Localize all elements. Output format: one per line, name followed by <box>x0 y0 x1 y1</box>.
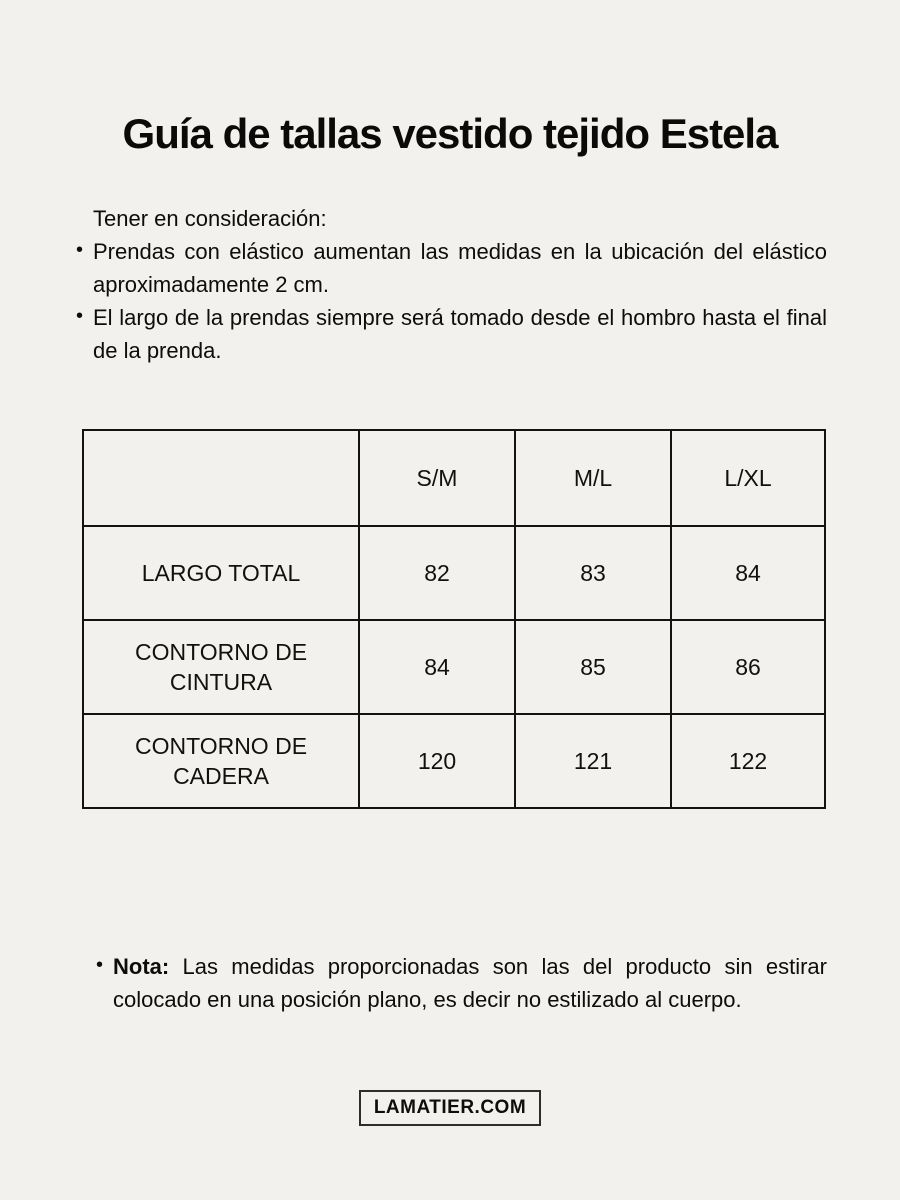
table-row <box>83 526 825 620</box>
measure-value-cell: 84 <box>359 620 515 714</box>
size-column-header: L/XL <box>671 430 825 526</box>
table-row <box>83 620 825 714</box>
measure-value-cell: 84 <box>671 526 825 620</box>
measure-value-cell: 82 <box>359 526 515 620</box>
table-row <box>83 714 825 808</box>
measure-value-cell: 122 <box>671 714 825 808</box>
size-table-corner-cell <box>83 430 359 526</box>
measure-row-label <box>83 714 359 808</box>
size-table-header-row <box>83 430 825 526</box>
size-column-header: M/L <box>515 430 671 526</box>
list-item <box>76 301 827 367</box>
measure-value-cell: 83 <box>515 526 671 620</box>
measure-value-cell: 86 <box>671 620 825 714</box>
measure-row-label-text: LARGO TOTAL <box>141 560 301 586</box>
bullet-icon: • <box>96 954 104 976</box>
considerations-heading: Tener en consideración: <box>93 206 327 231</box>
page-title: Guía de tallas vestido tejido Estela <box>122 110 778 157</box>
note-text <box>113 950 827 1016</box>
consideration-text: El largo de la prendas siempre será tomado desde el hombro hasta el final de la prenda. <box>93 305 827 363</box>
footer <box>0 1090 900 1126</box>
measure-row-label <box>83 526 359 620</box>
size-column-header: S/M <box>359 430 515 526</box>
list-item <box>76 235 827 301</box>
bullet-icon: • <box>76 239 84 261</box>
note-label: Nota: <box>113 954 170 979</box>
note-section <box>96 950 827 1016</box>
measure-value-cell: 120 <box>359 714 515 808</box>
measure-row-label-text: CONTORNO DE CINTURA <box>134 639 308 695</box>
measure-value-cell: 121 <box>515 714 671 808</box>
consideration-text: Prendas con elástico aumentan las medidas en la ubicación del elástico aproximadamente 2 cm. <box>93 239 827 297</box>
measure-value-cell: 85 <box>515 620 671 714</box>
bullet-icon: • <box>76 305 84 327</box>
brand-box: LAMATIER.COM <box>359 1090 541 1126</box>
considerations-list <box>76 235 827 367</box>
measure-row-label-text: CONTORNO DE CADERA <box>134 733 308 789</box>
size-table <box>82 429 826 809</box>
note-body: Las medidas proporcionadas son las del producto sin estirar colocado en una posición plano, es decir no estilizado al cuerpo. <box>113 954 827 1012</box>
measure-row-label <box>83 620 359 714</box>
considerations-section <box>76 202 827 367</box>
